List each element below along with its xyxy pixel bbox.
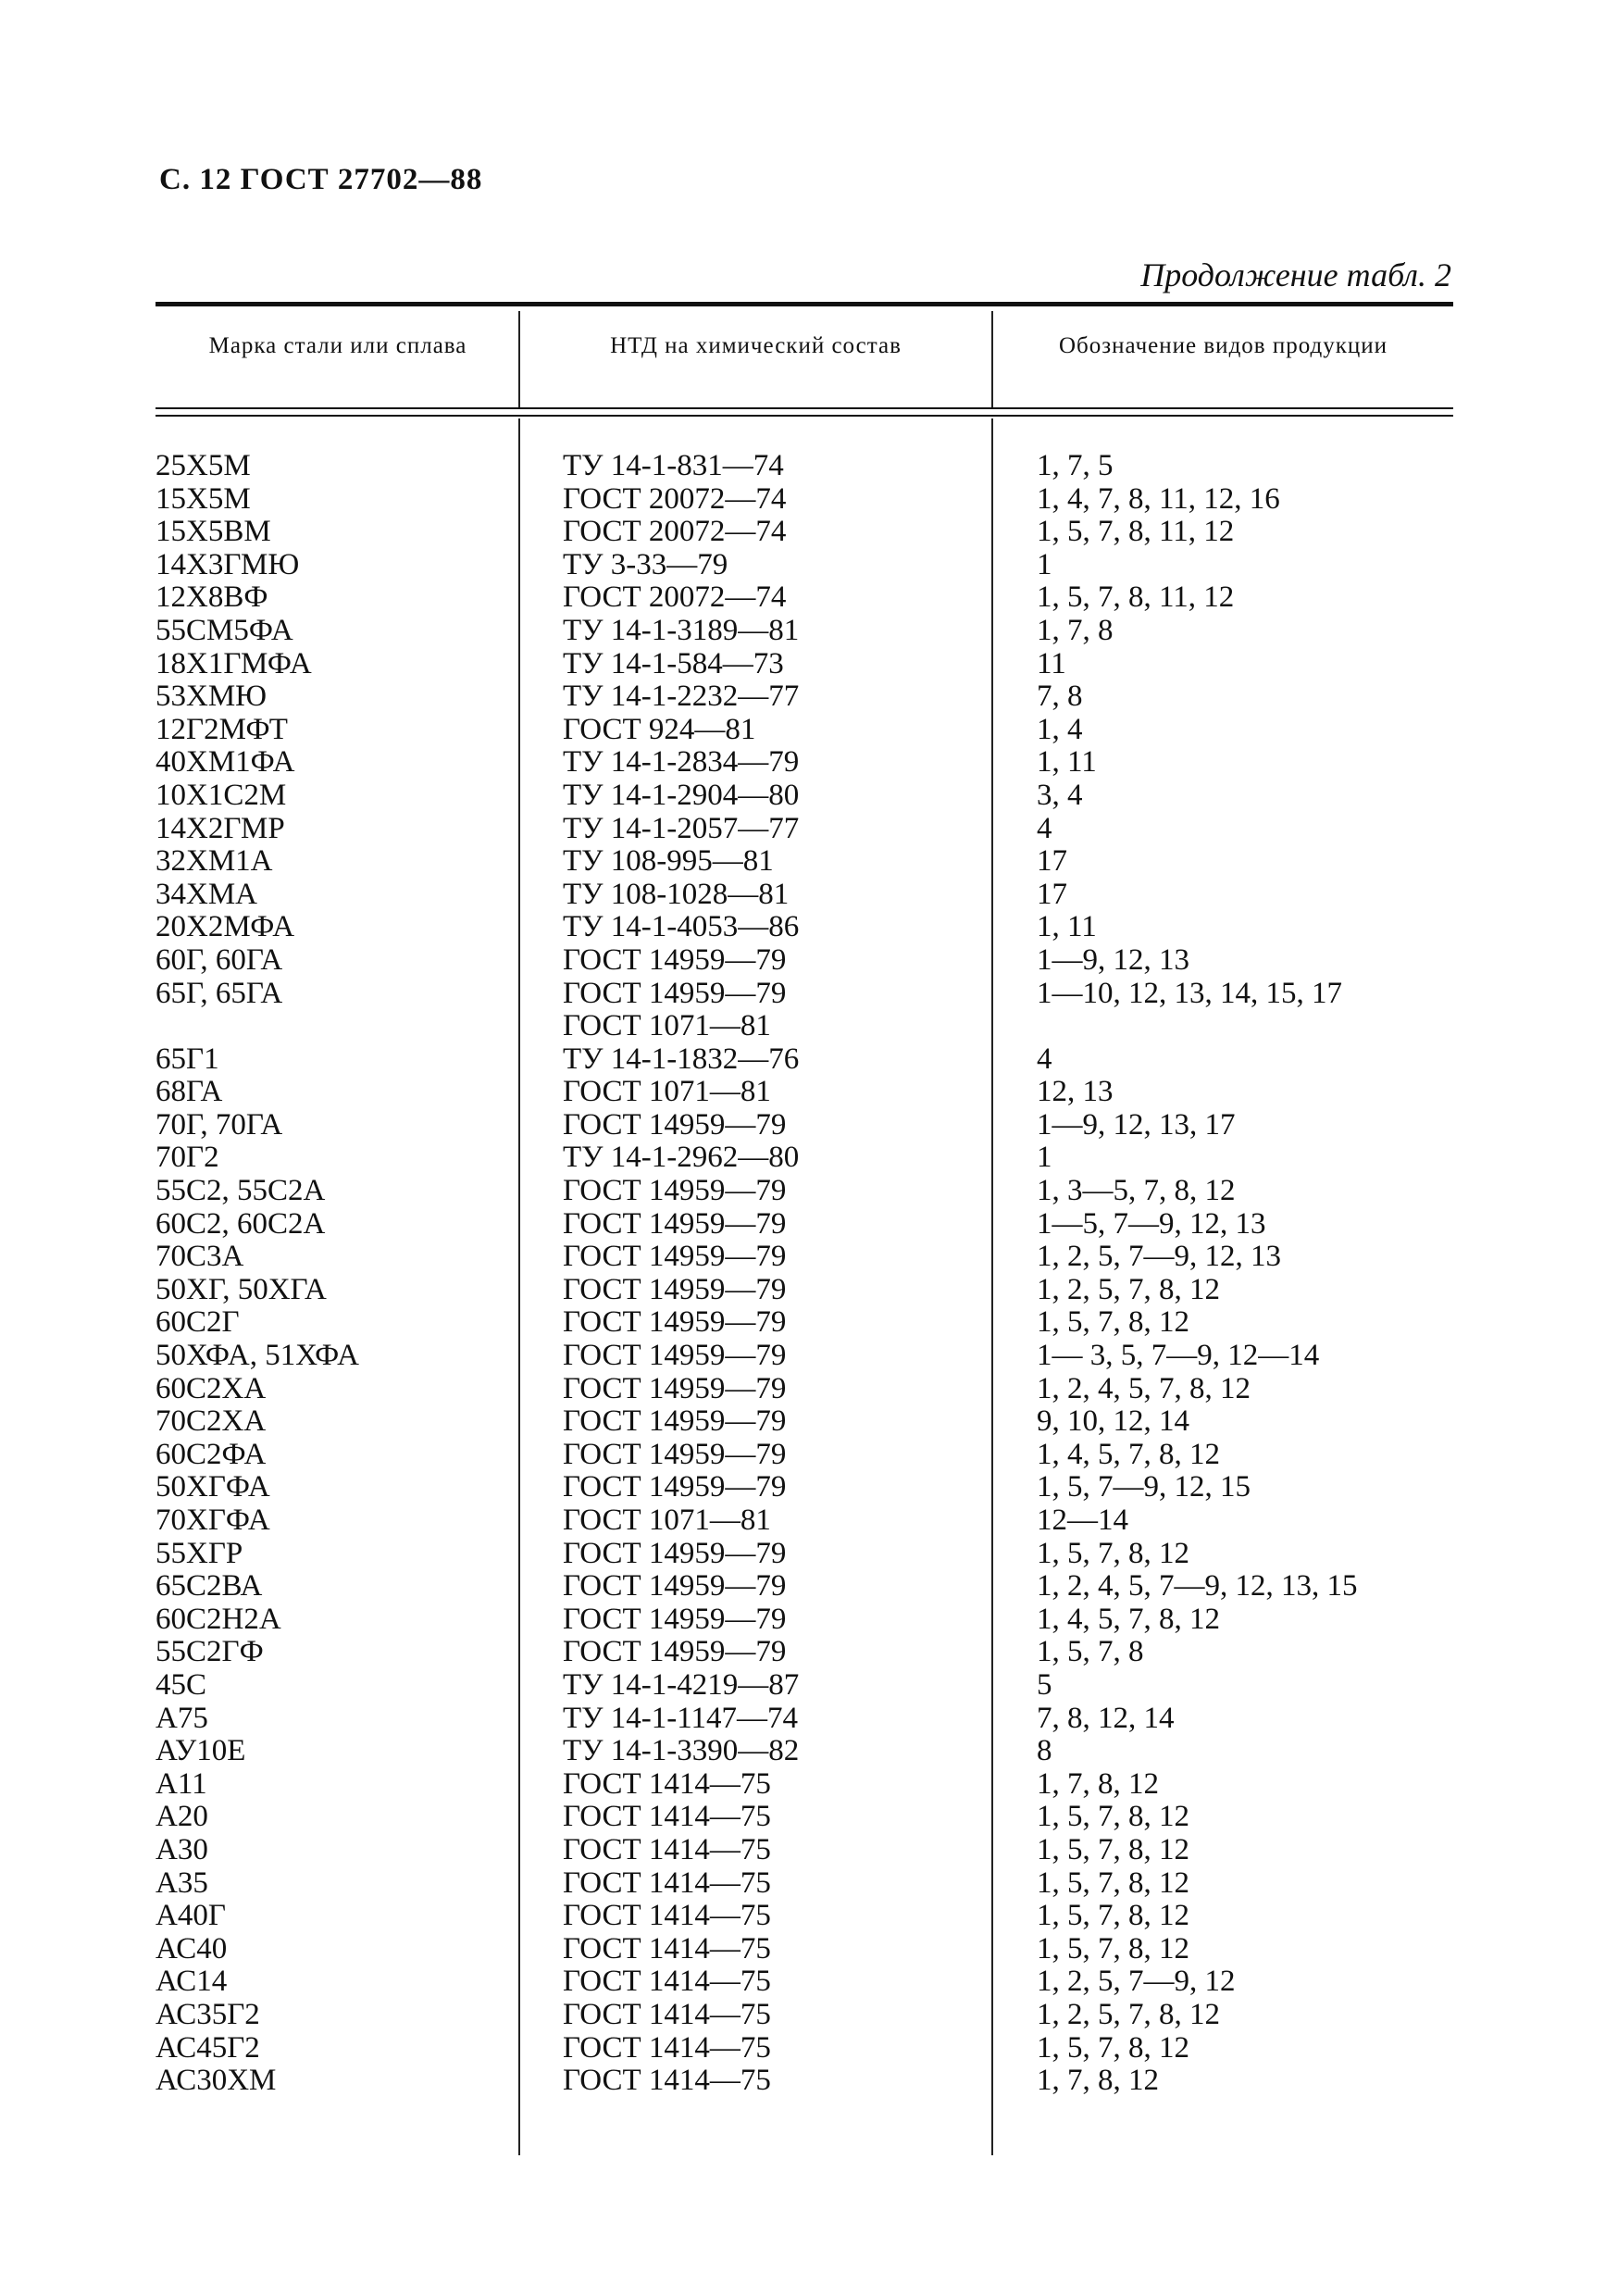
column-header-steel-grade: Марка стали или сплава <box>208 333 467 358</box>
cell-steel-grade: 70ХГФА <box>156 1504 270 1537</box>
header-bottom-rule-double <box>156 415 1453 417</box>
cell-product-types: 9, 10, 12, 14 <box>1037 1404 1189 1439</box>
cell-steel-grade: 55ХГР <box>156 1536 243 1570</box>
cell-standard: ТУ 14-1-3189—81 <box>563 613 800 647</box>
table-row <box>0 780 1618 813</box>
table-row <box>0 1867 1618 1901</box>
cell-standard: ГОСТ 1414—75 <box>563 2064 771 2098</box>
cell-product-types: 4 <box>1037 1042 1052 1076</box>
cell-product-types: 1— 3, 5, 7—9, 12—14 <box>1037 1339 1320 1373</box>
column-header-chemical-composition-standard: НТД на химический состав <box>610 333 902 358</box>
column-divider <box>518 311 520 407</box>
cell-standard: ТУ 14-1-2834—79 <box>563 745 800 780</box>
cell-standard: ГОСТ 1414—75 <box>563 1899 771 1933</box>
cell-product-types: 1, 5, 7, 8, 11, 12 <box>1037 515 1235 549</box>
cell-product-types: 1, 5, 7, 8, 12 <box>1037 2030 1189 2065</box>
cell-steel-grade: А75 <box>156 1701 208 1735</box>
cell-steel-grade: 60С2ХА <box>156 1371 267 1405</box>
cell-standard: ГОСТ 14959—79 <box>563 1339 787 1373</box>
cell-product-types: 1, 5, 7, 8 <box>1037 1635 1144 1669</box>
cell-standard: ГОСТ 20072—74 <box>563 515 787 549</box>
table-row <box>0 615 1618 648</box>
cell-steel-grade: А40Г <box>156 1899 226 1933</box>
cell-standard: ГОСТ 14959—79 <box>563 1206 787 1241</box>
table-row <box>0 648 1618 681</box>
cell-product-types: 1, 2, 4, 5, 7—9, 12, 13, 15 <box>1037 1569 1358 1603</box>
cell-steel-grade: 15Х5ВМ <box>156 515 271 549</box>
cell-standard: ГОСТ 1414—75 <box>563 1965 771 1999</box>
column-header-product-types: Обозначение видов продукции <box>1058 333 1388 358</box>
table-row <box>0 1175 1618 1208</box>
cell-standard: ГОСТ 14959—79 <box>563 1240 787 1274</box>
cell-standard: ГОСТ 1414—75 <box>563 1766 771 1801</box>
cell-steel-grade: 65Г1 <box>156 1042 219 1076</box>
table-row <box>0 1570 1618 1603</box>
table-row <box>0 1439 1618 1472</box>
table-row <box>0 1241 1618 1274</box>
cell-product-types: 1, 7, 8, 12 <box>1037 1766 1159 1801</box>
table-row <box>0 680 1618 714</box>
cell-product-types: 8 <box>1037 1734 1052 1768</box>
table-row <box>0 1768 1618 1802</box>
cell-standard: ГОСТ 1071—81 <box>563 1075 771 1109</box>
table-row <box>0 1471 1618 1504</box>
cell-steel-grade: 12Х8ВФ <box>156 580 268 615</box>
cell-standard: ТУ 14-1-1147—74 <box>563 1701 799 1735</box>
table-row <box>0 746 1618 780</box>
table-row <box>0 1340 1618 1373</box>
cell-standard: ГОСТ 14959—79 <box>563 1536 787 1570</box>
cell-steel-grade: 60С2, 60С2А <box>156 1206 326 1241</box>
table-row <box>0 2065 1618 2098</box>
cell-steel-grade: 68ГА <box>156 1075 223 1109</box>
table-row <box>0 1109 1618 1142</box>
cell-product-types: 4 <box>1037 811 1052 845</box>
table-row <box>0 1933 1618 1966</box>
cell-steel-grade: АС30ХМ <box>156 2064 277 2098</box>
cell-steel-grade: АС45Г2 <box>156 2030 260 2065</box>
table-row <box>0 1669 1618 1703</box>
table-row <box>0 549 1618 582</box>
cell-steel-grade: 55С2ГФ <box>156 1635 264 1669</box>
cell-steel-grade: 45С <box>156 1667 207 1702</box>
cell-standard: ГОСТ 14959—79 <box>563 1569 787 1603</box>
table-row <box>0 1010 1618 1043</box>
table-row <box>0 1636 1618 1669</box>
cell-standard: ГОСТ 14959—79 <box>563 1602 787 1636</box>
table-row <box>0 714 1618 747</box>
cell-steel-grade: 40ХМ1ФА <box>156 745 295 780</box>
cell-product-types: 1, 5, 7—9, 12, 15 <box>1037 1470 1251 1504</box>
cell-steel-grade: 14Х3ГМЮ <box>156 547 300 581</box>
cell-standard: ГОСТ 14959—79 <box>563 1107 787 1142</box>
cell-standard: ГОСТ 1414—75 <box>563 1800 771 1834</box>
table-row <box>0 1965 1618 1999</box>
cell-product-types: 5 <box>1037 1667 1052 1702</box>
cell-standard: ТУ 14-1-2962—80 <box>563 1141 800 1175</box>
cell-product-types: 1, 5, 7, 8, 12 <box>1037 1866 1189 1900</box>
table-row <box>0 483 1618 517</box>
cell-product-types: 17 <box>1037 877 1067 911</box>
cell-steel-grade: А35 <box>156 1866 208 1900</box>
cell-standard: ГОСТ 14959—79 <box>563 1371 787 1405</box>
cell-standard: ГОСТ 1414—75 <box>563 1931 771 1965</box>
cell-standard: ТУ 14-1-2904—80 <box>563 778 800 812</box>
cell-steel-grade: 70С2ХА <box>156 1404 267 1439</box>
cell-standard: ГОСТ 1414—75 <box>563 1997 771 2031</box>
cell-standard: ГОСТ 14959—79 <box>563 1174 787 1208</box>
cell-product-types: 1, 5, 7, 8, 12 <box>1037 1899 1189 1933</box>
table-row <box>0 1999 1618 2032</box>
table-row <box>0 1801 1618 1834</box>
table-row <box>0 845 1618 879</box>
cell-steel-grade: АС14 <box>156 1965 228 1999</box>
table-continuation-caption: Продолжение табл. 2 <box>1140 256 1451 293</box>
cell-product-types: 1, 2, 4, 5, 7, 8, 12 <box>1037 1371 1251 1405</box>
cell-steel-grade: 50ХГ, 50ХГА <box>156 1272 327 1306</box>
table-row <box>0 1306 1618 1340</box>
table-row <box>0 581 1618 615</box>
cell-product-types: 1, 4, 5, 7, 8, 12 <box>1037 1602 1220 1636</box>
cell-product-types: 12, 13 <box>1037 1075 1114 1109</box>
table-row <box>0 944 1618 978</box>
cell-steel-grade: АС35Г2 <box>156 1997 260 2031</box>
table-row <box>0 911 1618 944</box>
cell-product-types: 1, 2, 5, 7, 8, 12 <box>1037 1272 1220 1306</box>
cell-product-types: 1, 5, 7, 8, 12 <box>1037 1931 1189 1965</box>
cell-standard: ГОСТ 1414—75 <box>563 1866 771 1900</box>
cell-product-types: 1, 7, 5 <box>1037 449 1114 482</box>
cell-standard: ТУ 14-1-2232—77 <box>563 680 800 714</box>
cell-steel-grade: 50ХГФА <box>156 1470 270 1504</box>
table-row <box>0 1603 1618 1637</box>
cell-steel-grade: 60Г, 60ГА <box>156 942 283 977</box>
table-row <box>0 1208 1618 1242</box>
cell-steel-grade: 15Х5М <box>156 481 251 516</box>
cell-standard: ГОСТ 20072—74 <box>563 580 787 615</box>
cell-standard: ГОСТ 1071—81 <box>563 1504 771 1537</box>
cell-product-types: 1, 11 <box>1037 910 1097 944</box>
cell-steel-grade: 50ХФА, 51ХФА <box>156 1339 360 1373</box>
cell-product-types: 1—5, 7—9, 12, 13 <box>1037 1206 1266 1241</box>
table-row <box>0 516 1618 549</box>
cell-standard: ТУ 14-1-2057—77 <box>563 811 800 845</box>
table-row <box>0 1703 1618 1736</box>
cell-standard: ГОСТ 14959—79 <box>563 1635 787 1669</box>
table-row <box>0 1142 1618 1175</box>
cell-standard: ГОСТ 924—81 <box>563 712 756 746</box>
cell-standard: ГОСТ 20072—74 <box>563 481 787 516</box>
table-row <box>0 1274 1618 1307</box>
cell-standard: ГОСТ 14959—79 <box>563 976 787 1010</box>
cell-steel-grade: 55С2, 55С2А <box>156 1174 326 1208</box>
cell-product-types: 11 <box>1037 646 1066 680</box>
cell-product-types: 1, 5, 7, 8, 11, 12 <box>1037 580 1235 615</box>
cell-standard: ГОСТ 14959—79 <box>563 1305 787 1340</box>
table-row <box>0 813 1618 846</box>
cell-product-types: 1—9, 12, 13 <box>1037 942 1189 977</box>
cell-steel-grade: А20 <box>156 1800 208 1834</box>
cell-standard: ГОСТ 1414—75 <box>563 1832 771 1866</box>
cell-standard: ТУ 3-33—79 <box>563 547 728 581</box>
table-row <box>0 1735 1618 1768</box>
cell-product-types: 7, 8 <box>1037 680 1083 714</box>
cell-steel-grade: 60С2Г <box>156 1305 240 1340</box>
cell-standard: ГОСТ 14959—79 <box>563 1404 787 1439</box>
table-row <box>0 1504 1618 1538</box>
table-row <box>0 450 1618 483</box>
cell-product-types: 7, 8, 12, 14 <box>1037 1701 1175 1735</box>
table-row <box>0 1373 1618 1406</box>
cell-standard: ТУ 14-1-584—73 <box>563 646 784 680</box>
cell-standard: ТУ 108-1028—81 <box>563 877 790 911</box>
cell-product-types: 1, 5, 7, 8, 12 <box>1037 1832 1189 1866</box>
cell-product-types: 1, 2, 5, 7—9, 12 <box>1037 1965 1236 1999</box>
table-row <box>0 1076 1618 1109</box>
page-header: С. 12 ГОСТ 27702—88 <box>159 163 483 196</box>
cell-product-types: 1—9, 12, 13, 17 <box>1037 1107 1236 1142</box>
cell-steel-grade: 25Х5М <box>156 449 251 482</box>
cell-standard: ГОСТ 1071—81 <box>563 1009 771 1043</box>
cell-steel-grade: 65С2ВА <box>156 1569 263 1603</box>
cell-product-types: 1, 5, 7, 8, 12 <box>1037 1305 1189 1340</box>
cell-product-types: 1, 4, 5, 7, 8, 12 <box>1037 1437 1220 1471</box>
table-row <box>0 978 1618 1011</box>
table-top-rule <box>156 302 1453 306</box>
cell-product-types: 1, 2, 5, 7—9, 12, 13 <box>1037 1240 1281 1274</box>
table-row <box>0 1405 1618 1439</box>
cell-product-types: 3, 4 <box>1037 778 1083 812</box>
cell-steel-grade: АС40 <box>156 1931 228 1965</box>
cell-steel-grade: 18Х1ГМФА <box>156 646 312 680</box>
cell-standard: ГОСТ 14959—79 <box>563 1272 787 1306</box>
cell-standard: ГОСТ 14959—79 <box>563 1470 787 1504</box>
cell-steel-grade: 65Г, 65ГА <box>156 976 283 1010</box>
cell-steel-grade: 60С2ФА <box>156 1437 267 1471</box>
cell-steel-grade: АУ10Е <box>156 1734 246 1768</box>
cell-standard: ТУ 14-1-831—74 <box>563 449 784 482</box>
cell-standard: ГОСТ 14959—79 <box>563 942 787 977</box>
cell-product-types: 12—14 <box>1037 1504 1128 1537</box>
cell-product-types: 1, 5, 7, 8, 12 <box>1037 1536 1189 1570</box>
cell-steel-grade: 14Х2ГМР <box>156 811 285 845</box>
cell-product-types: 1 <box>1037 547 1052 581</box>
cell-steel-grade: А11 <box>156 1766 207 1801</box>
column-divider <box>991 311 993 407</box>
cell-product-types: 1, 4, 7, 8, 11, 12, 16 <box>1037 481 1280 516</box>
cell-steel-grade: 60С2Н2А <box>156 1602 281 1636</box>
cell-standard: ТУ 14-1-4219—87 <box>563 1667 800 1702</box>
cell-standard: ТУ 14-1-4053—86 <box>563 910 800 944</box>
cell-steel-grade: 10Х1С2М <box>156 778 287 812</box>
cell-steel-grade: 53ХМЮ <box>156 680 268 714</box>
cell-steel-grade: 70Г, 70ГА <box>156 1107 283 1142</box>
table-body <box>0 450 1618 2098</box>
cell-standard: ГОСТ 1414—75 <box>563 2030 771 2065</box>
cell-steel-grade: 20Х2МФА <box>156 910 295 944</box>
cell-product-types: 1, 7, 8, 12 <box>1037 2064 1159 2098</box>
header-bottom-rule <box>156 407 1453 409</box>
cell-steel-grade: 70Г2 <box>156 1141 219 1175</box>
cell-steel-grade: 32ХМ1А <box>156 844 273 879</box>
cell-standard: ТУ 14-1-1832—76 <box>563 1042 800 1076</box>
table-row <box>0 1900 1618 1933</box>
cell-product-types: 17 <box>1037 844 1067 879</box>
cell-product-types: 1, 5, 7, 8, 12 <box>1037 1800 1189 1834</box>
cell-steel-grade: 12Г2МФТ <box>156 712 288 746</box>
cell-standard: ТУ 14-1-3390—82 <box>563 1734 800 1768</box>
cell-steel-grade: 55СМ5ФА <box>156 613 293 647</box>
cell-product-types: 1, 3—5, 7, 8, 12 <box>1037 1174 1236 1208</box>
cell-standard: ГОСТ 14959—79 <box>563 1437 787 1471</box>
cell-product-types: 1, 2, 5, 7, 8, 12 <box>1037 1997 1220 2031</box>
cell-product-types: 1, 7, 8 <box>1037 613 1114 647</box>
cell-steel-grade: А30 <box>156 1832 208 1866</box>
cell-steel-grade: 70С3А <box>156 1240 244 1274</box>
table-row <box>0 1538 1618 1571</box>
table-row <box>0 1834 1618 1867</box>
table-row <box>0 2032 1618 2065</box>
cell-product-types: 1, 4 <box>1037 712 1083 746</box>
cell-standard: ТУ 108-995—81 <box>563 844 774 879</box>
cell-product-types: 1, 11 <box>1037 745 1097 780</box>
cell-product-types: 1 <box>1037 1141 1052 1175</box>
cell-product-types: 1—10, 12, 13, 14, 15, 17 <box>1037 976 1342 1010</box>
table-row <box>0 879 1618 912</box>
cell-steel-grade: 34ХМА <box>156 877 258 911</box>
table-row <box>0 1043 1618 1077</box>
